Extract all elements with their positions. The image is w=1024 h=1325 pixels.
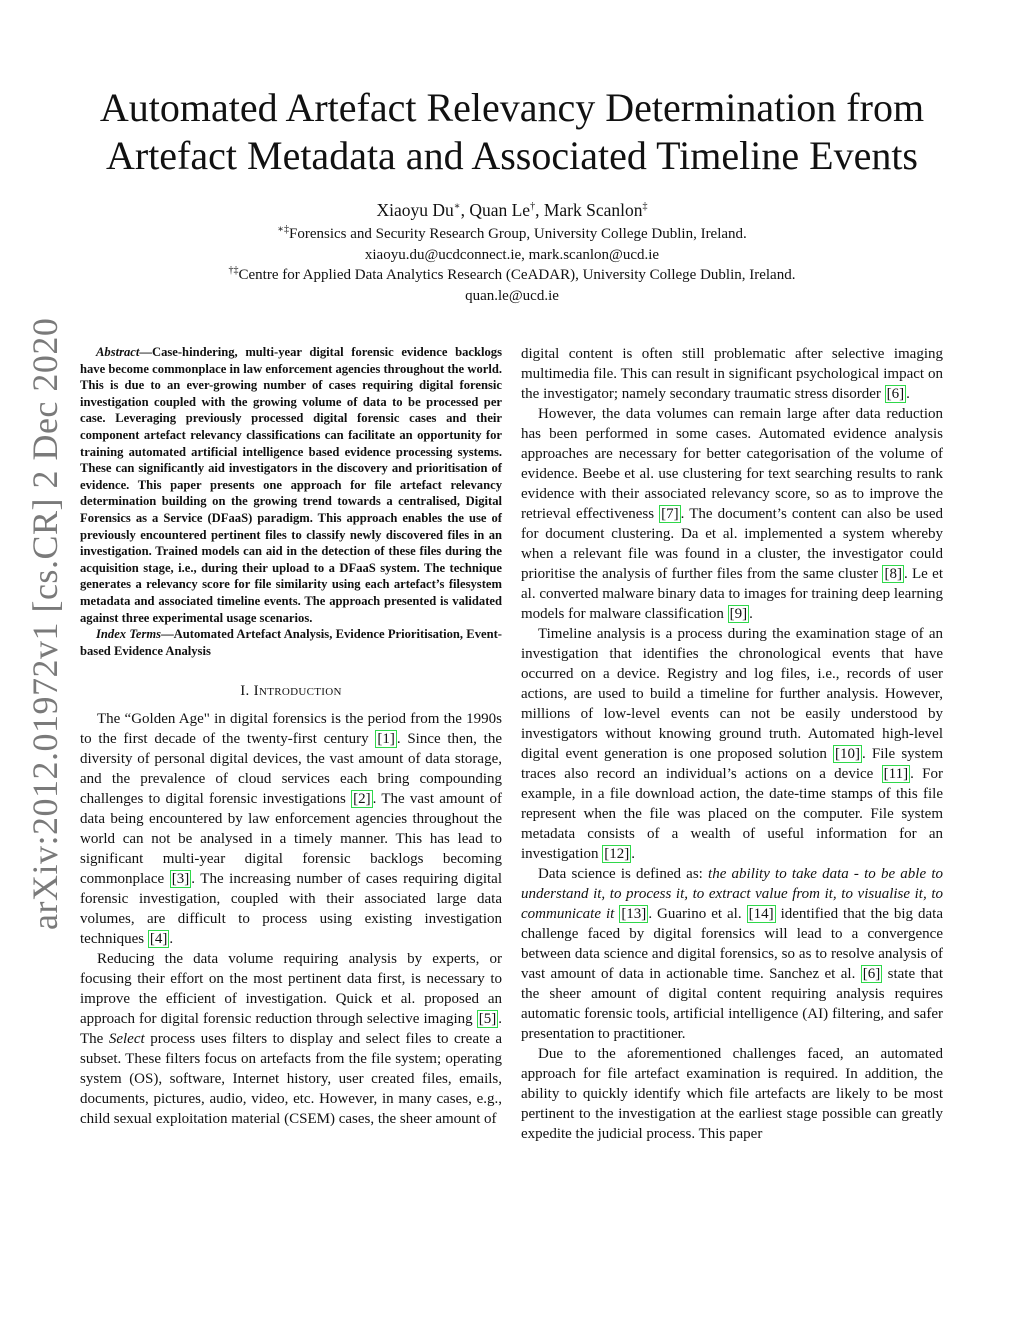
citation-link[interactable]: [1] [377,731,395,748]
paragraph-text: state that the sheer amount of digital content requiring analysis requires automatic forensic tools, artificial intelligence (AI) filtering, and safer presentation to practitioner. [521,966,943,1042]
paragraph-text: . The increasing number of cases requiring digital forensic investigation, coupled with their associated large data volumes, are difficult to process using existing investigation techniques [80,871,502,948]
paragraph-text: Timeline analysis is a process during the examination stage of an investigation that identifies the chronological events that have occurred on a device. Registry and log files, i.e., records of user actions, are used to build a timeline for further analysis. However, millions of low-level events can not be easily understood by investigators without knowing ground truth. Automated high-level digital event generation is one proposed solution [521,626,943,762]
citation-link[interactable]: [12] [604,846,630,862]
affiliation-text: Centre for Applied Data Analytics Research (CeADAR), University College Dublin, Ireland. [238,267,796,283]
paragraph [521,624,943,864]
author-mark: ‡ [642,201,648,213]
paragraph-text: . Le et al. converted malware binary data to images for training deep learning models for malware classification [521,566,943,622]
paragraph-text: . Guarino et al. [648,906,747,922]
citation-link[interactable]: [6] [886,386,905,402]
left-column [80,344,502,1129]
section-number: I. [240,683,254,700]
citation-link[interactable]: [2] [353,791,371,808]
paragraph-text: . File system traces also record an individual’s actions on a device [521,746,943,782]
paragraph-text: . The [80,1011,502,1048]
email-line-2: quan.le@ucd.ie [465,288,559,304]
email-line-1: xiaoyu.du@ucdconnect.ie, mark.scanlon@ucd.ie [364,247,660,263]
right-column [521,344,943,1144]
affiliation-text: Forensics and Security Research Group, University College Dublin, Ireland. [288,226,747,242]
paper-title: Automated Artefact Relevancy Determination from Artefact Metadata and Associated Timeline Events [99,85,925,178]
section-title: Introduction [253,683,342,700]
emphasis-text: Select [108,1031,145,1048]
emphasis-text: the ability to take data - to be able to understand it, to process it, to extract value from it, to visualise it, to communicate it [521,866,943,922]
arxiv-stamp: arXiv:2012.01972v1 [cs.CR] 2 Dec 2020 [25,317,65,930]
author-mark: † [530,201,536,213]
citation-link[interactable]: [6] [862,966,881,982]
abstract-lead: Abstract [96,345,140,359]
author-separator: , [535,200,544,220]
index-terms-lead: Index Terms [96,627,162,642]
citation-link[interactable]: [11] [883,766,909,782]
paragraph [521,344,943,404]
paragraph-text: . For example, in a file download action, the date-time stamps of this file represent when the file was placed on the computer. File system metadata consists of a wealth of useful information for an investigation [521,766,944,862]
index-terms-text: —Automated Artefact Analysis, Evidence Prioritisation, Event-based Evidence Analysis [80,627,502,658]
citation-link[interactable]: [8] [884,566,902,582]
paragraph-text: process uses filters to display and select files to create a subset. These filters focus on artefacts from the file system; operating system (OS), software, Internet history, user created files, emails, documents, pictures, audio, video, etc. However, in many cases, e.g., child sexual exploitation material (CSEM) cases, the sheer amount of [80,1031,502,1128]
paragraph [521,404,943,624]
paragraph [80,949,502,1129]
paragraph-text: However, the data volumes can remain large after data reduction has been performed in some cases. Automated evidence analysis approaches are necessary for better categorisation of the volume of evidence. Beebe et al. use clustering for text searching results to rank evidence with their associated relevancy score, so as to improve the retrieval effectiveness [521,406,943,522]
author-name: Mark Scanlon [543,200,643,220]
author-list [60,200,964,220]
paragraph-text: digital content is often still problematic after selective imaging multimedia file. This can result in significant psychological impact on the investigator; namely secondary traumatic stress disorder [521,346,943,402]
paragraph-text: identified that the big data challenge faced by digital forensics will lead to a convergence between data science and digital forensics, so as to resolve analysis of vast amount of data in actionable time. Sanchez et al. [521,906,944,982]
citation-link[interactable]: [7] [661,506,679,522]
paragraph-text: Reducing the data volume requiring analysis by experts, or focusing their effort on the most pertinent data first, is necessary to improve the efficient of investigation. Quick et al. proposed an approach for digital forensic reduction through selective imaging [80,951,502,1028]
paragraph-text: . [749,606,753,622]
paragraph [521,864,943,1044]
paragraph-text: . Since then, the diversity of personal digital devices, the vast amount of data storage, and the prevalence of cloud services each bring compounding challenges to digital forensic investigations [80,731,502,808]
affiliation-mark: †‡ [228,265,239,276]
paragraph-text: . [631,846,635,862]
paragraph-text: . [906,386,910,402]
citation-link[interactable]: [3] [171,871,190,888]
abstract [80,344,502,626]
index-terms [80,626,502,659]
paragraph-text: Due to the aforementioned challenges faced, an automated approach for file artefact examination is required. In addition, the ability to quickly identify which file artefacts are likely to be most pertinent to the investigation at the earliest stage possible can greatly expedite the judicial process. This paper [521,1046,943,1142]
abstract-text: —Case-hindering, multi-year digital forensic evidence backlogs have become commonplace in law enforcement agencies throughout the world. This is due to an ever-growing number of cases requiring digital forensic investigation coupled with the growing volume of data to be processed per case. Leveraging previously processed digital forensic cases and their component artefact relevancy classifications can facilitate an opportunity for training automated artificial intelligence based evidence processing systems. These can significantly aid investigators in the discovery and prioritisation of evidence. This paper presents one approach for file artefact relevancy determination building on the growing trend towards a centralised, Digital Forensics as a Service (DFaaS) paradigm. This approach enables the use of previously encountered pertinent files to classify newly discovered files in an investigation. Trained models can aid in the detection of these files during the acquisition stage, i.e., during their upload to a DFaaS system. The technique generates a relevancy score for file similarity using each artefact’s filesystem metadata and associated timeline events. The approach presented is validated against three experimental usage scenarios. [80,345,502,625]
author-name: Quan Le [469,200,531,220]
paragraph-text: The “Golden Age" in digital forensics is the period from the 1990s to the first decade of the twenty-first century [80,711,502,748]
paragraph [80,709,502,949]
paragraph-text: . The document’s content can also be used for document clustering. Da et al. implemented a system whereby when a relevant file was found in a cluster, the investigator could prioritise the analysis of further files from the same cluster [521,506,943,582]
affiliation-2 [60,265,964,285]
paragraph-text: . The vast amount of data being encountered by law enforcement agencies throughout the world can not be analysed in a timely manner. This has lead to significant multi-year digital forensic backlogs becoming commonplace [80,791,502,888]
author-separator: , [460,200,470,220]
section-heading [80,681,502,701]
citation-link[interactable]: [14] [748,906,774,922]
paragraph-text: Data science is defined as: [538,866,709,882]
affiliation-1 [60,224,964,244]
citation-link[interactable]: [10] [834,746,860,762]
paragraph-text: . [169,931,174,948]
citation-link[interactable]: [9] [729,606,748,622]
paragraph [521,1044,943,1144]
author-mark: ∗ [453,201,461,213]
citation-link[interactable]: [13] [621,906,647,922]
citation-link[interactable]: [5] [478,1011,497,1028]
affiliation-mark: ∗‡ [277,224,289,235]
citation-link[interactable]: [4] [149,931,168,948]
author-name: Xiaoyu Du [376,200,454,220]
